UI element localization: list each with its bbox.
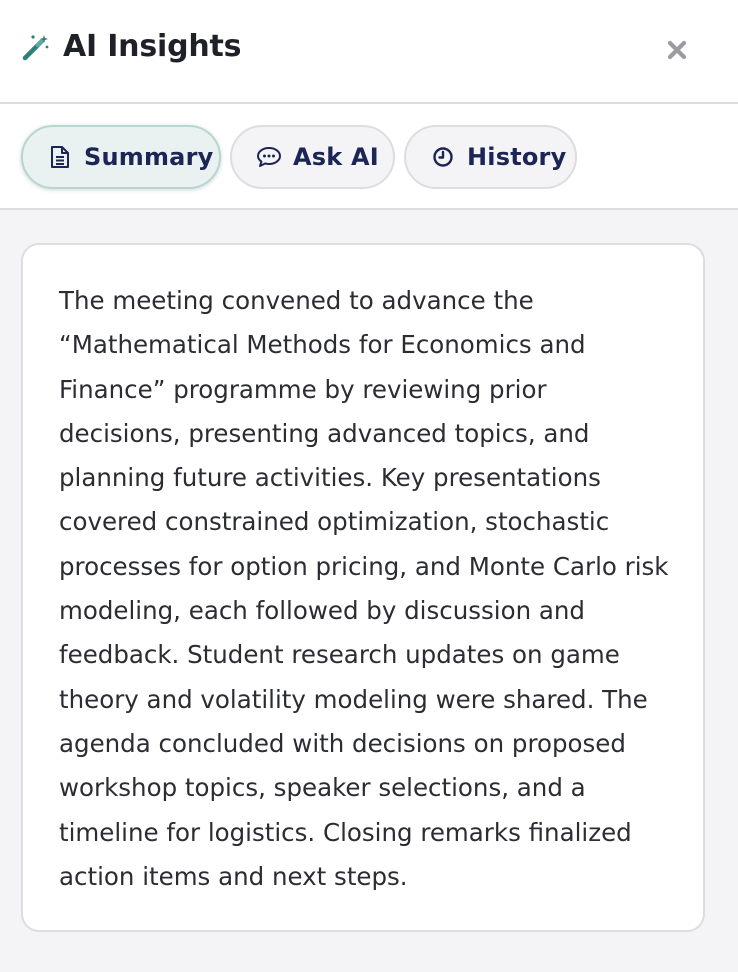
magic-wand-icon	[20, 33, 50, 63]
document-icon	[47, 144, 73, 170]
panel-title: AI Insights	[63, 29, 242, 64]
panel-header	[0, 0, 738, 104]
summary-card	[21, 243, 705, 932]
tab-history[interactable]	[404, 125, 577, 189]
tab-bar	[0, 104, 738, 210]
tab-ask-ai-label: Ask AI	[293, 143, 379, 171]
clock-icon	[430, 144, 456, 170]
tab-history-label: History	[467, 143, 567, 171]
close-button[interactable]	[660, 33, 694, 67]
close-icon	[667, 40, 687, 60]
chat-bubble-icon	[256, 144, 282, 170]
summary-text: The meeting convened to advance the “Mathematical Methods for Economics and Finance” programme by reviewing prior decisions, presenting advanced topics, and planning future activities. Key presentations covered constrained optimization, stochastic processes for option pricing, and Monte Carlo risk modeling, each followed by discussion and feedback. Student research updates on game theory and volatility modeling were shared. The agenda concluded with decisions on proposed workshop topics, speaker selections, and a timeline for logistics. Closing remarks finalized action items and next steps.	[59, 286, 669, 891]
tab-summary[interactable]	[21, 125, 221, 189]
tab-ask-ai[interactable]	[230, 125, 395, 189]
tab-summary-label: Summary	[84, 143, 214, 171]
